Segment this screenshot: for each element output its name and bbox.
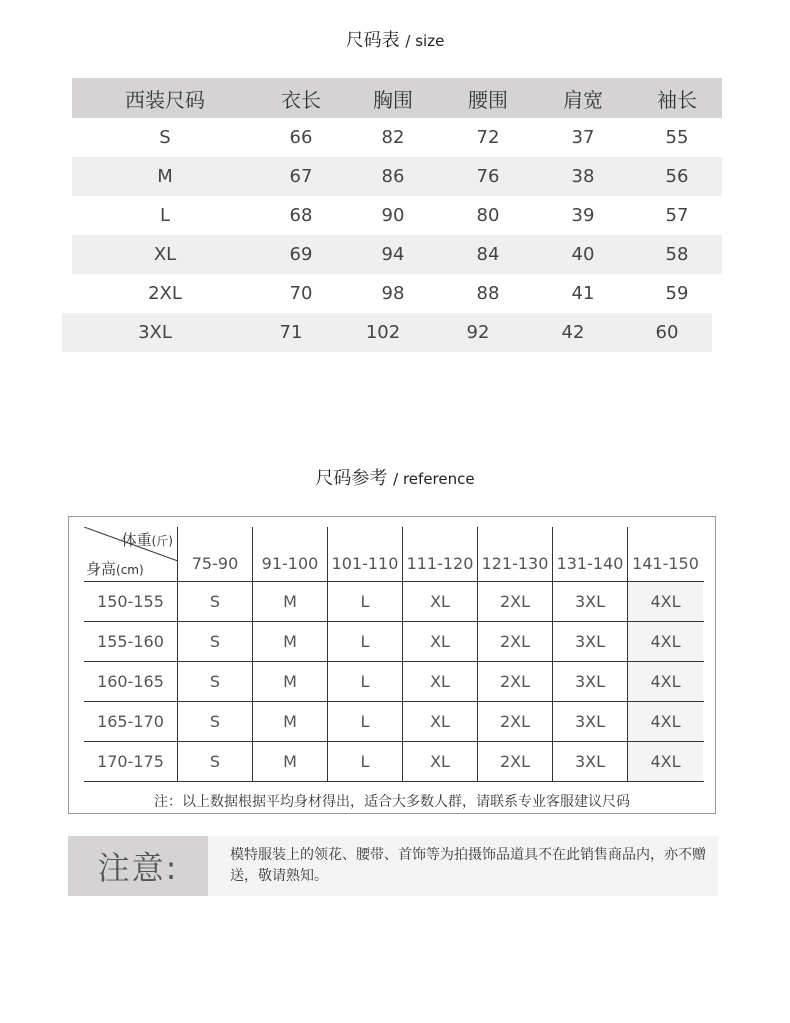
table-cell: 72 <box>476 127 500 148</box>
table-cell: 67 <box>289 166 313 187</box>
size-cell: M <box>253 702 328 741</box>
header-cell: 腰围 <box>468 87 508 112</box>
weight-range-header: 121-130 <box>478 527 553 581</box>
size-cell: XL <box>403 662 478 701</box>
notice-banner <box>68 836 718 896</box>
size-cell: 3XL <box>553 662 628 701</box>
size-chart-table <box>72 78 722 352</box>
header-cell: 衣长 <box>281 87 321 112</box>
height-range-cell: 170-175 <box>84 742 178 781</box>
table-cell: 55 <box>665 127 689 148</box>
size-cell: S <box>178 742 253 781</box>
table-cell: 3XL <box>138 322 172 343</box>
size-chart-title-cn: 尺码表 <box>345 30 400 51</box>
size-cell: 4XL <box>628 702 703 741</box>
table-cell: 38 <box>571 166 595 187</box>
table-cell: M <box>157 166 173 187</box>
header-cell: 袖长 <box>657 87 697 112</box>
corner-weight-label: 体重(斤) <box>121 531 173 549</box>
reference-corner-cell <box>84 527 178 581</box>
size-cell: 4XL <box>628 662 703 701</box>
weight-range-header: 131-140 <box>553 527 628 581</box>
size-cell: 4XL <box>628 622 703 661</box>
table-cell: 42 <box>561 322 585 343</box>
table-cell: 84 <box>476 244 500 265</box>
header-cell: 西装尺码 <box>125 87 205 112</box>
size-cell: 2XL <box>478 702 553 741</box>
table-cell: 98 <box>381 283 405 304</box>
table-row <box>72 118 722 157</box>
weight-range-header: 101-110 <box>328 527 403 581</box>
weight-range-header: 75-90 <box>178 527 253 581</box>
table-cell: 57 <box>665 205 689 226</box>
header-cell: 肩宽 <box>563 87 603 112</box>
height-range-cell: 155-160 <box>84 622 178 661</box>
reference-table <box>84 527 704 782</box>
size-cell: 2XL <box>478 622 553 661</box>
reference-note: 注：以上数据根据平均身材得出，适合大多数人群，请联系专业客服建议尺码 <box>154 794 630 810</box>
size-cell: 3XL <box>553 702 628 741</box>
table-cell: 90 <box>381 205 405 226</box>
size-cell: 3XL <box>553 582 628 621</box>
size-cell: M <box>253 662 328 701</box>
reference-title-en: reference <box>402 470 475 488</box>
table-row <box>84 742 704 782</box>
table-row <box>84 662 704 702</box>
table-cell: 71 <box>279 322 303 343</box>
table-cell: 92 <box>466 322 490 343</box>
table-cell: 37 <box>571 127 595 148</box>
size-cell: S <box>178 702 253 741</box>
size-cell: M <box>253 622 328 661</box>
size-cell: L <box>328 662 403 701</box>
size-chart-title: 尺码表 / size <box>345 30 445 51</box>
table-cell: 86 <box>381 166 405 187</box>
reference-header-row <box>84 527 704 582</box>
size-cell: 2XL <box>478 742 553 781</box>
table-cell: 59 <box>665 283 689 304</box>
size-cell: XL <box>403 622 478 661</box>
size-cell: XL <box>403 582 478 621</box>
table-cell: 39 <box>571 205 595 226</box>
size-cell: S <box>178 662 253 701</box>
height-range-cell: 165-170 <box>84 702 178 741</box>
size-cell: 3XL <box>553 742 628 781</box>
size-cell: XL <box>403 742 478 781</box>
size-cell: 2XL <box>478 582 553 621</box>
size-cell: 4XL <box>628 582 703 621</box>
corner-height-label: 身高(cm) <box>86 560 144 578</box>
table-cell: 66 <box>289 127 313 148</box>
size-cell: 3XL <box>553 622 628 661</box>
size-cell: 4XL <box>628 742 703 781</box>
size-chart-title-en: size <box>415 32 445 50</box>
height-range-cell: 150-155 <box>84 582 178 621</box>
table-cell: 102 <box>365 322 401 343</box>
table-cell: L <box>159 205 171 226</box>
table-row <box>72 235 722 274</box>
reference-box <box>68 516 716 814</box>
table-row <box>62 313 712 352</box>
size-cell: M <box>253 742 328 781</box>
reference-title: 尺码参考 / reference <box>315 468 475 489</box>
size-cell: S <box>178 622 253 661</box>
weight-range-header: 91-100 <box>253 527 328 581</box>
table-cell: 40 <box>571 244 595 265</box>
table-cell: 70 <box>289 283 313 304</box>
table-row <box>84 582 704 622</box>
height-range-cell: 160-165 <box>84 662 178 701</box>
table-cell: 76 <box>476 166 500 187</box>
size-chart-header-row <box>72 78 722 118</box>
table-cell: 58 <box>665 244 689 265</box>
table-row <box>72 274 722 313</box>
size-cell: L <box>328 622 403 661</box>
size-cell: L <box>328 582 403 621</box>
size-cell: XL <box>403 702 478 741</box>
size-cell: 2XL <box>478 662 553 701</box>
table-cell: 41 <box>571 283 595 304</box>
table-cell: 94 <box>381 244 405 265</box>
header-cell: 胸围 <box>373 87 413 112</box>
table-cell: 82 <box>381 127 405 148</box>
weight-range-header: 141-150 <box>632 554 699 573</box>
size-cell: S <box>178 582 253 621</box>
table-cell: 88 <box>476 283 500 304</box>
table-cell: 80 <box>476 205 500 226</box>
table-row <box>84 622 704 662</box>
size-cell: L <box>328 702 403 741</box>
reference-title-cn: 尺码参考 <box>315 468 388 489</box>
size-cell: L <box>328 742 403 781</box>
notice-text: 模特服装上的领花、腰带、首饰等为拍摄饰品道具不在此销售商品内，亦不赠送，敬请熟知。 <box>230 847 706 884</box>
table-row <box>72 157 722 196</box>
weight-range-header: 111-120 <box>403 527 478 581</box>
table-row <box>84 702 704 742</box>
table-cell: 68 <box>289 205 313 226</box>
table-cell: 56 <box>665 166 689 187</box>
notice-label: 注意: <box>68 836 208 896</box>
table-cell: 60 <box>655 322 679 343</box>
size-cell: M <box>253 582 328 621</box>
table-cell: 2XL <box>148 283 182 304</box>
table-cell: S <box>159 127 171 148</box>
table-cell: XL <box>153 244 177 265</box>
table-row <box>72 196 722 235</box>
table-cell: 69 <box>289 244 313 265</box>
